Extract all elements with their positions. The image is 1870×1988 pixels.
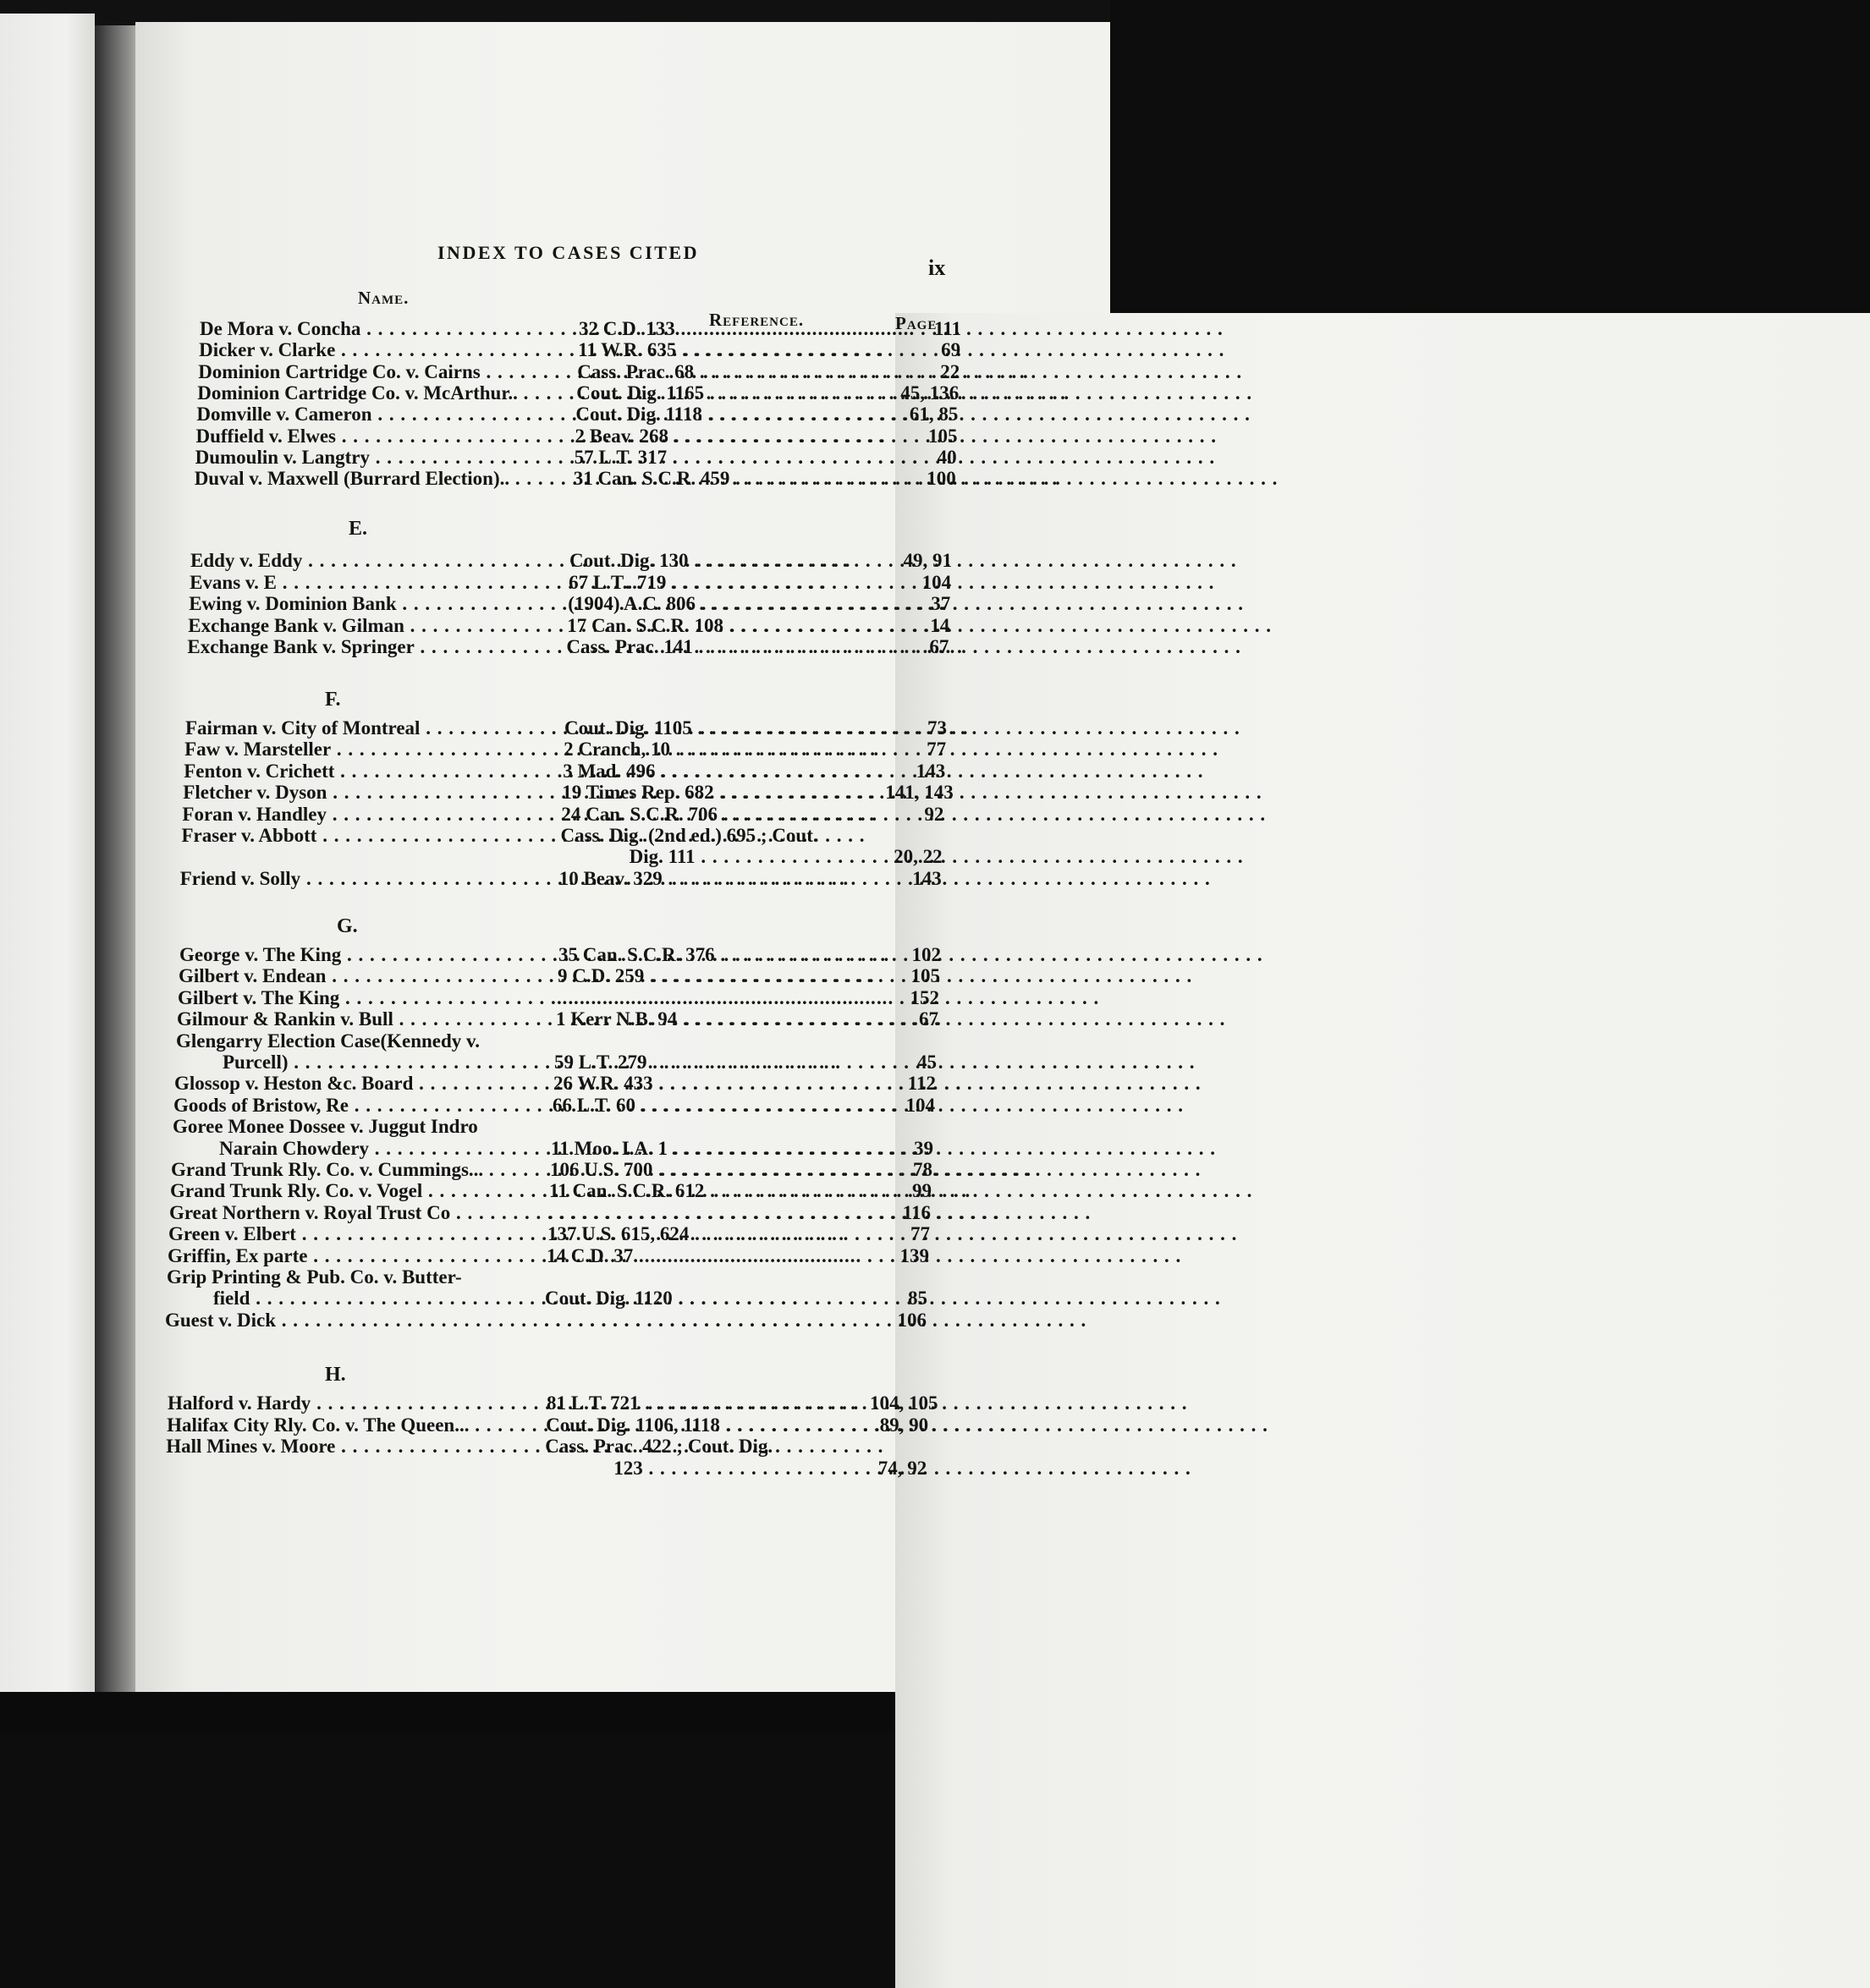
- case-page: 45, 136: [900, 382, 960, 404]
- case-reference: 32 C.D. 133 . . .: [579, 318, 904, 340]
- case-name: Dominion Cartridge Co. v. McArthur.. . . .: [197, 382, 564, 404]
- case-page: 20, 22: [894, 846, 943, 868]
- case-name: Narain Chowdery . . .: [219, 1138, 539, 1160]
- case-page: 152: [910, 986, 939, 1008]
- index-entry: [169, 1202, 939, 1224]
- case-name: Evans v. E . . .: [190, 572, 557, 594]
- case-name: Foran v. Handley . . .: [182, 804, 549, 826]
- case-page: 105: [910, 965, 940, 987]
- index-entry: [166, 1436, 936, 1458]
- index-entry: [189, 593, 959, 615]
- case-name: Goods of Bristow, Re . . .: [173, 1095, 541, 1117]
- index-entry: [171, 1159, 941, 1181]
- index-entry: [185, 717, 955, 739]
- case-reference: 31 Can. S.C.R. 459 . . .: [574, 468, 899, 490]
- case-page: 116: [902, 1201, 931, 1223]
- index-entry: [200, 318, 970, 340]
- column-header-reference: Reference.: [709, 310, 805, 330]
- case-reference: 24 Can. S.C.R. 706 . . .: [561, 804, 886, 826]
- case-name: Exchange Bank v. Springer . . .: [187, 636, 554, 658]
- index-entry: [179, 944, 949, 966]
- case-name: Glossop v. Heston &c. Board . . .: [174, 1073, 542, 1095]
- index-entry: [173, 1095, 943, 1117]
- case-page: 141, 143: [885, 782, 954, 804]
- case-name: Dominion Cartridge Co. v. Cairns . . .: [198, 361, 565, 383]
- case-page: 45: [917, 1052, 937, 1073]
- case-name: Ewing v. Dominion Bank . . .: [189, 593, 556, 615]
- case-reference: (1904) A.C. 806 . . .: [568, 593, 893, 615]
- case-page: 89, 90: [879, 1414, 929, 1436]
- index-entry: [165, 1310, 935, 1332]
- index-entry: [190, 550, 960, 572]
- case-page: 143: [912, 867, 942, 889]
- case-reference: 2 Beav. 268 . . .: [575, 426, 900, 448]
- index-entry: [199, 339, 969, 361]
- case-page: 67: [919, 1008, 938, 1030]
- case-page: 40: [937, 446, 957, 468]
- case-name: Halford v. Hardy . . .: [168, 1392, 535, 1414]
- case-reference: Cass. Dig. (2nd ed.) 695 ; Cout.: [560, 825, 818, 846]
- index-entry: [167, 1414, 937, 1436]
- case-reference: 3 Mad. 496 . . .: [563, 761, 888, 783]
- case-page: 106: [897, 1309, 927, 1331]
- case-reference: 81 L.T. 721 . . .: [547, 1392, 872, 1414]
- index-entry: [175, 1052, 945, 1074]
- case-reference: 19 Times Rep. 682 . . .: [562, 782, 887, 804]
- case-reference: 11 Moo. I.A. 1 . . .: [551, 1138, 876, 1160]
- section-letter-h: H.: [325, 1364, 346, 1386]
- case-reference: Cout. Dig. 1105 . . .: [564, 717, 889, 739]
- case-page: 111: [934, 318, 961, 339]
- case-page: 102: [911, 944, 941, 965]
- case-page: 143: [916, 760, 946, 782]
- case-reference: 17 Can. S.C.R. 108 . . .: [567, 615, 892, 637]
- index-entry: [165, 1458, 935, 1480]
- case-page: 61, 85: [909, 404, 959, 426]
- case-reference: Cout. Dig. 1106, 1118 . . .: [546, 1414, 871, 1436]
- case-page: 49, 91: [903, 550, 952, 571]
- case-reference: 137 U.S. 615, 624 . . .: [547, 1223, 872, 1245]
- case-reference: 59 L.T. 279 . . .: [554, 1052, 879, 1074]
- case-name: Gilbert v. The King . . .: [178, 987, 545, 1009]
- index-entry: [173, 1116, 943, 1138]
- case-page: 85: [908, 1288, 927, 1310]
- column-header-name: Name.: [358, 288, 410, 308]
- index-entry: [174, 1073, 944, 1095]
- case-reference: Cout. Dig. 1165 . . .: [576, 382, 901, 404]
- case-reference: 67 L.T...719 . . .: [569, 572, 894, 594]
- index-entry: [195, 447, 965, 469]
- case-page: 69: [941, 339, 961, 361]
- index-entry: [178, 987, 948, 1009]
- case-name: Fairman v. City of Montreal . . .: [185, 717, 553, 739]
- case-reference: 10 Beav. 329 . . .: [559, 868, 884, 890]
- case-reference: 123 . . .: [613, 1458, 867, 1480]
- index-entry: [184, 739, 954, 761]
- case-name: Griffin, Ex parte . . .: [168, 1245, 535, 1267]
- case-reference: 2 Cranch, 10 . . .: [564, 739, 888, 761]
- case-page: 92: [924, 803, 944, 825]
- case-name: Purcell) . . .: [223, 1052, 542, 1074]
- index-entry: [196, 404, 966, 426]
- case-name: Faw v. Marsteller . . .: [184, 739, 552, 761]
- case-page: 37: [931, 593, 951, 614]
- section-letter-f: F.: [325, 689, 341, 711]
- case-name: Fletcher v. Dyson . . .: [183, 782, 550, 804]
- case-name: Grip Printing & Pub. Co. v. Butter-: [167, 1266, 462, 1288]
- index-entry: [177, 1008, 947, 1030]
- case-name: Grand Trunk Rly. Co. v. Cummings... . . .: [171, 1159, 538, 1181]
- case-name: Halifax City Rly. Co. v. The Queen... . . .: [167, 1414, 534, 1436]
- index-entry: [195, 468, 965, 490]
- index-entry: [197, 382, 967, 404]
- case-page: 22: [940, 360, 960, 382]
- case-page: 73: [927, 717, 947, 739]
- index-entry: [187, 636, 957, 658]
- index-entry: [182, 804, 952, 826]
- index-entry: [182, 825, 952, 847]
- case-reference: Cass. Prac. 422 ; Cout. Dig.: [545, 1436, 773, 1458]
- case-reference: [544, 1310, 869, 1332]
- case-page: 77: [910, 1223, 930, 1245]
- case-name: Guest v. Dick . . .: [165, 1310, 532, 1332]
- case-reference: Cout. Dig. 130 . . .: [569, 550, 894, 572]
- case-reference: 35 Can. S.C.R. 376 . . .: [558, 944, 883, 966]
- page-number: ix: [928, 255, 946, 280]
- case-page: 104: [921, 571, 952, 593]
- case-reference: 26 W.R. 433 . . .: [553, 1073, 878, 1095]
- case-reference: Cass. Prac. 68 . . .: [577, 361, 902, 383]
- case-page: 74, 92: [877, 1457, 927, 1479]
- case-name: Friend v. Solly . . .: [180, 868, 547, 890]
- index-entry: [188, 615, 958, 637]
- running-head: INDEX TO CASES CITED: [437, 242, 699, 263]
- index-entry: [198, 361, 968, 383]
- case-reference: [548, 1202, 873, 1224]
- case-page: 14: [930, 614, 950, 636]
- case-page: 77: [927, 739, 947, 761]
- case-name: Gilbert v. Endean . . .: [179, 965, 546, 987]
- index-entry: [183, 782, 953, 804]
- case-page: 104, 105: [870, 1392, 938, 1414]
- case-reference: 9 C.D. 259 . . .: [558, 965, 883, 987]
- case-reference: 11 Can. S.C.R. 612 . . .: [549, 1180, 874, 1202]
- case-reference: 1 Kerr N.B. 94 . . .: [556, 1008, 881, 1030]
- case-name: field . . .: [213, 1288, 533, 1310]
- case-name: Duffield v. Elwes . . .: [196, 426, 564, 448]
- case-name: Fraser v. Abbott . . .: [182, 825, 549, 847]
- case-reference: 11 W.R. 635 . . .: [578, 339, 903, 361]
- case-reference: Cout. Dig. 1120 . . .: [545, 1288, 870, 1310]
- index-entry: [180, 868, 950, 890]
- case-page: 112: [907, 1073, 936, 1095]
- index-entry: [170, 1180, 940, 1202]
- case-page: 67: [929, 636, 949, 657]
- case-name: Glengarry Election Case(Kennedy v.: [176, 1030, 481, 1052]
- index-entry: [176, 1030, 946, 1052]
- index-entry: [166, 1288, 936, 1310]
- index-entry: [184, 761, 954, 783]
- index-entry: [179, 965, 949, 987]
- section-letter-e: E.: [349, 518, 368, 540]
- case-name: Hall Mines v. Moore . . .: [166, 1436, 533, 1458]
- case-name: Green v. Elbert . . .: [168, 1223, 536, 1245]
- index-entry: [168, 1245, 938, 1267]
- case-name: Duval v. Maxwell (Burrard Election).. . . .: [195, 468, 562, 490]
- case-reference: 57 L.T. 317 . . .: [575, 447, 899, 469]
- case-name: Grand Trunk Rly. Co. v. Vogel . . .: [170, 1180, 537, 1202]
- case-reference: 66 L.T. 60 . . .: [553, 1095, 877, 1117]
- column-header-page: Page.: [895, 313, 1870, 1988]
- case-name: Eddy v. Eddy . . .: [190, 550, 558, 572]
- case-name: Domville v. Cameron . . .: [196, 404, 564, 426]
- case-page: 100: [927, 468, 956, 490]
- case-reference: [557, 987, 882, 1009]
- case-page: 139: [899, 1244, 929, 1266]
- case-reference: 106 U.S. 700 . . .: [550, 1159, 875, 1181]
- case-name: George v. The King . . .: [179, 944, 547, 966]
- case-name: Dicker v. Clarke . . .: [199, 339, 566, 361]
- case-page: 99: [912, 1180, 932, 1202]
- case-page: 78: [913, 1159, 932, 1180]
- case-name: Goree Monee Dossee v. Juggut Indro: [173, 1116, 478, 1138]
- index-entry: [168, 1223, 938, 1245]
- section-letter-g: G.: [337, 915, 358, 937]
- case-name: De Mora v. Concha . . .: [200, 318, 567, 340]
- index-entry: [190, 572, 960, 594]
- case-reference: Dig. 111 . . .: [630, 846, 883, 868]
- index-entry: [181, 846, 951, 868]
- case-page: 39: [914, 1137, 933, 1159]
- case-page: 104: [905, 1094, 935, 1116]
- index-entry: [172, 1138, 942, 1160]
- case-name: Gilmour & Rankin v. Bull . . .: [177, 1008, 544, 1030]
- case-reference: Cout. Dig. 1118 . . .: [575, 404, 900, 426]
- index-entry: [168, 1392, 938, 1414]
- case-name: Exchange Bank v. Gilman . . .: [188, 615, 555, 637]
- case-reference: Cass. Prac. 141 . . .: [566, 636, 891, 658]
- case-name: Great Northern v. Royal Trust Co . . .: [169, 1202, 536, 1224]
- case-page: 105: [928, 425, 958, 447]
- case-name: Dumoulin v. Langtry . . .: [195, 447, 563, 469]
- index-entry: [196, 426, 966, 448]
- case-name: Fenton v. Crichett . . .: [184, 761, 551, 783]
- case-reference: 14 C.D. 37 . . .: [547, 1245, 872, 1267]
- index-entry: [167, 1266, 937, 1288]
